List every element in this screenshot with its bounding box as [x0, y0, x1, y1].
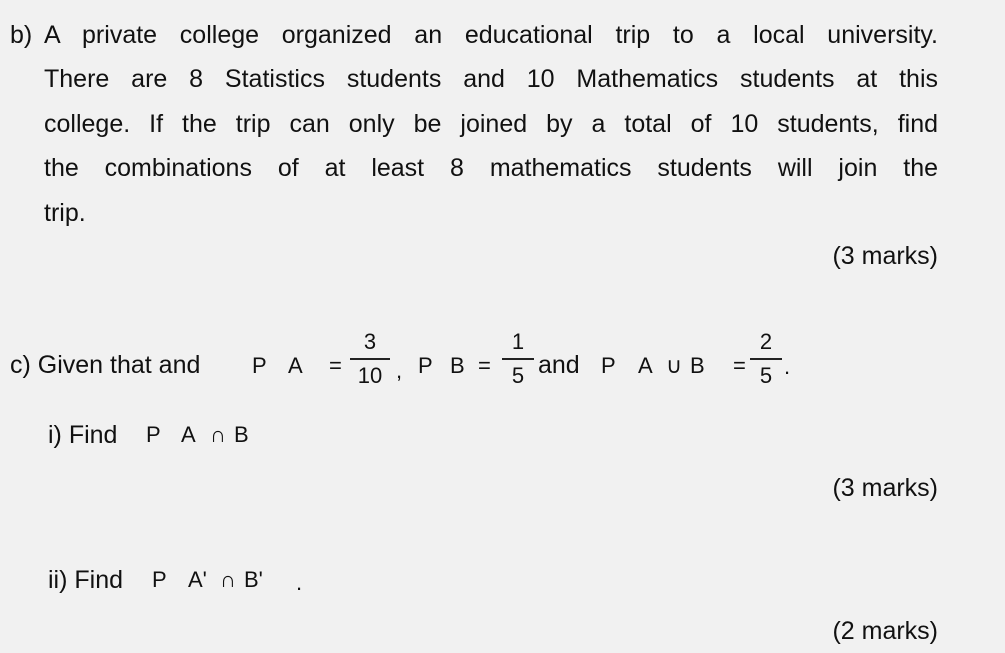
comma: , [396, 358, 403, 383]
period: . [296, 570, 303, 595]
event-a: A [638, 353, 653, 378]
part-cii-text: ii) Find [48, 566, 124, 594]
prob-p: P [418, 353, 433, 378]
question-line: the combinations of at least 8 mathematics students will join the [44, 154, 938, 183]
intersection-symbol: ∩ [220, 567, 236, 592]
part-b-label: b) [10, 21, 33, 49]
question-line: trip. [44, 198, 86, 227]
fraction-bar [350, 358, 390, 360]
part-c-intro: c) Given that and [10, 351, 201, 379]
question-line: There are 8 Statistics students and 10 Mathematics students at this [44, 65, 938, 94]
period: . [784, 354, 791, 379]
fraction-pa [350, 328, 390, 390]
part-ci-text: i) Find [48, 421, 118, 449]
union-symbol: ∪ [666, 353, 683, 378]
fraction-pb [502, 328, 534, 390]
equals-sign: = [329, 353, 342, 378]
part-b-question [44, 13, 938, 235]
numerator: 2 [759, 329, 773, 354]
part-b-marks: (3 marks) [832, 242, 938, 270]
fraction-bar [750, 358, 782, 360]
prob-p: P [146, 422, 161, 447]
prob-p: P [252, 353, 267, 378]
equals-sign: = [478, 353, 491, 378]
numerator: 3 [363, 329, 377, 354]
prob-p: P [152, 567, 167, 592]
event-b: B [690, 353, 705, 378]
part-ci-marks: (3 marks) [832, 474, 938, 502]
event-b: B [234, 422, 249, 447]
and-word: and [538, 351, 580, 379]
equals-sign: = [733, 353, 746, 378]
fraction-pu [750, 328, 782, 390]
prob-p: P [601, 353, 616, 378]
event-b-complement: B' [244, 567, 263, 592]
numerator: 1 [511, 329, 525, 354]
intersection-symbol: ∩ [210, 422, 226, 447]
fraction-bar [502, 358, 534, 360]
event-a: A [288, 353, 303, 378]
event-a-complement: A' [188, 567, 207, 592]
question-line: college. If the trip can only be joined by a total of 10 students, find [44, 109, 938, 138]
denominator: 5 [759, 362, 773, 388]
denominator: 10 [357, 362, 383, 388]
part-cii-marks: (2 marks) [832, 617, 938, 645]
event-a: A [181, 422, 196, 447]
denominator: 5 [511, 362, 525, 388]
question-line: A private college organized an educational trip to a local university. [44, 21, 938, 49]
event-b: B [450, 353, 465, 378]
